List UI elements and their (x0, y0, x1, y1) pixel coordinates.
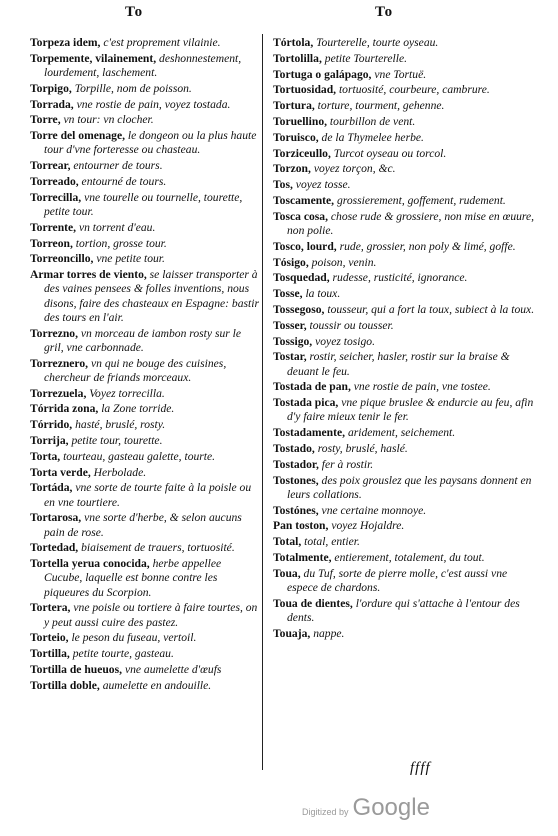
entry-definition: vn tour: vn clocher. (63, 113, 154, 127)
entry-definition: tourbillon de vent. (329, 114, 416, 128)
entry-headword: Pan toston, (273, 519, 329, 533)
entry-headword: Tortilla doble, (30, 678, 100, 692)
entry-definition: vne aumelette d'œufs (124, 662, 222, 676)
entry-headword: Torre, (30, 113, 61, 127)
dictionary-entry (30, 327, 262, 355)
entry-headword: Tosca cosa, (273, 209, 328, 223)
dictionary-entry (30, 113, 262, 127)
dictionary-entry (30, 175, 262, 189)
dictionary-entry (30, 82, 262, 96)
left-column (30, 36, 262, 695)
entry-headword: Toscamente, (273, 193, 335, 207)
entry-definition: voyez torçon, &c. (313, 162, 396, 176)
entry-definition: rudesse, rusticité, ignorance. (332, 271, 468, 285)
entry-headword: Tórrida zona, (30, 402, 99, 416)
entry-headword: Tosser, (273, 318, 307, 332)
dictionary-entry (30, 466, 262, 480)
entry-headword: Toruisco, (273, 130, 319, 144)
entry-headword: Torreon, (30, 236, 73, 250)
entry-definition: vne poisle ou tortiere à faire tourtes, on y peut aussi cuire des pastez. (44, 601, 258, 629)
entry-definition: entourné de tours. (81, 174, 167, 188)
entry-definition: chose rude & grossiere, non mise en œuure, non polie. (287, 209, 535, 237)
entry-definition: rostir, seicher, hasler, rostir sur la braise & deuant le feu. (287, 350, 510, 378)
entry-definition: nappe. (313, 626, 345, 640)
running-header-right: To (375, 4, 394, 20)
entry-definition: tortion, grosse tour. (75, 236, 167, 250)
dictionary-entry (30, 237, 262, 251)
entry-definition: hasté, bruslé, rosty. (75, 418, 166, 432)
google-logo: Google (352, 794, 430, 821)
entry-headword: Tortuga o galápago, (273, 67, 372, 81)
entry-headword: Torrezno, (30, 326, 78, 340)
entry-definition: toussir ou tousser. (309, 318, 394, 332)
entry-headword: Torrente, (30, 220, 77, 234)
entry-definition: voyez tosse. (295, 178, 351, 192)
entry-definition: vne petite tour. (96, 252, 165, 266)
dictionary-entry (30, 268, 262, 325)
entry-definition: petite tour, tourette. (71, 433, 163, 447)
dictionary-entry (30, 252, 262, 266)
entry-headword: Torreoncillo, (30, 252, 94, 266)
entry-definition: vn torrent d'eau. (78, 220, 156, 234)
entry-headword: Tortilla, (30, 647, 70, 661)
entry-definition: Torpille, nom de poisson. (74, 81, 192, 95)
dictionary-entry (273, 380, 539, 394)
entry-headword: Tostada de pan, (273, 380, 351, 394)
entry-headword: Tortuosidad, (273, 83, 337, 97)
entry-definition: entourner de tours. (73, 159, 163, 173)
entry-definition: de la Thymelee herbe. (321, 130, 424, 144)
entry-headword: Torrear, (30, 159, 71, 173)
dictionary-entry (273, 535, 539, 549)
entry-headword: Tostado, (273, 441, 315, 455)
entry-headword: Tos, (273, 178, 293, 192)
entry-definition: vne Tortuë. (374, 67, 427, 81)
entry-definition: rosty, bruslé, haslé. (317, 441, 408, 455)
entry-definition: aumelette en andouille. (102, 678, 212, 692)
entry-headword: Tostada pica, (273, 396, 339, 410)
dictionary-entry (30, 601, 262, 629)
entry-headword: Tortarosa, (30, 511, 82, 525)
entry-definition: aridement, seichement. (347, 426, 456, 440)
entry-definition: fer à rostir. (321, 457, 374, 471)
entry-definition: Voyez torrecilla. (89, 386, 165, 400)
dictionary-entry (273, 303, 539, 317)
dictionary-entry (273, 178, 539, 192)
entry-headword: Tósigo, (273, 255, 309, 269)
entry-headword: Tortella yerua conocida, (30, 557, 150, 571)
entry-headword: Tórtola, (273, 36, 314, 49)
entry-definition: Tourterelle, tourte oyseau. (316, 36, 439, 49)
entry-headword: Tortura, (273, 99, 315, 113)
column-divider (262, 34, 263, 770)
entry-headword: Torrada, (30, 97, 74, 111)
entry-headword: Torre del omenage, (30, 129, 125, 143)
dictionary-entry (30, 679, 262, 693)
entry-definition: le peson du fuseau, vertoil. (71, 631, 197, 645)
entry-definition: c'est proprement vilainie. (103, 36, 221, 49)
entry-definition: la Zone torride. (101, 402, 175, 416)
dictionary-entry (273, 426, 539, 440)
dictionary-entry (273, 210, 539, 238)
dictionary-entry (30, 511, 262, 539)
entry-definition: petite tourte, gasteau. (72, 647, 174, 661)
dictionary-entry (273, 627, 539, 641)
entry-headword: Tórrido, (30, 418, 73, 432)
entry-definition: vne tourelle ou tournelle, tourette, petite tour. (44, 190, 243, 218)
entry-definition: tousseur, qui a fort la toux, subiect à la toux. (327, 302, 535, 316)
entry-definition: se laisser transporter à des vaines pensees & folles inventions, nous disons, faire des chasteaux en Espagne: bastir des tours en l'air. (44, 268, 259, 324)
entry-headword: Torteio, (30, 631, 69, 645)
dictionary-entry (273, 271, 539, 285)
dictionary-entry (273, 256, 539, 270)
entry-headword: Armar torres de viento, (30, 268, 147, 282)
entry-headword: Torzon, (273, 162, 311, 176)
dictionary-entry (30, 402, 262, 416)
dictionary-entry (30, 98, 262, 112)
entry-definition: vne rostie de pain, voyez tostada. (76, 97, 231, 111)
dictionary-entry (30, 557, 262, 600)
dictionary-entry (273, 162, 539, 176)
dictionary-entry (30, 450, 262, 464)
dictionary-entry (30, 647, 262, 661)
entry-definition: la toux. (305, 287, 341, 301)
entry-headword: Torreado, (30, 174, 79, 188)
entry-headword: Tortera, (30, 601, 71, 615)
entry-definition: total, entier. (304, 535, 360, 549)
dictionary-entry (273, 458, 539, 472)
catchword: ffff (410, 760, 431, 776)
dictionary-entry (273, 551, 539, 565)
dictionary-entry (30, 418, 262, 432)
dictionary-entry (273, 567, 539, 595)
dictionary-entry (30, 357, 262, 385)
entry-headword: Tosquedad, (273, 271, 330, 285)
entry-headword: Toua, (273, 566, 301, 580)
dictionary-entry (30, 221, 262, 235)
entry-headword: Torpeza idem, (30, 36, 101, 49)
entry-definition: Turcot oyseau ou torcol. (333, 146, 447, 160)
entry-definition: entierement, totalement, du tout. (334, 550, 485, 564)
dictionary-entry (273, 83, 539, 97)
dictionary-entry (30, 387, 262, 401)
dictionary-entry (273, 504, 539, 518)
entry-headword: Torreznero, (30, 356, 89, 370)
dictionary-entry (30, 631, 262, 645)
dictionary-entry (273, 68, 539, 82)
dictionary-entry (30, 36, 262, 50)
dictionary-entry (273, 52, 539, 66)
entry-definition: rude, grossier, non poly & limé, goffe. (339, 239, 516, 253)
dictionary-entry (30, 481, 262, 509)
dictionary-entry (273, 194, 539, 208)
entry-definition: voyez Hojaldre. (331, 519, 405, 533)
entry-headword: Tostador, (273, 457, 319, 471)
entry-definition: grossierement, goffement, rudement. (336, 193, 506, 207)
entry-headword: Tostadamente, (273, 426, 346, 440)
entry-headword: Tortilla de hueuos, (30, 662, 123, 676)
right-column (273, 36, 539, 643)
dictionary-entry (273, 115, 539, 129)
dictionary-entry (273, 131, 539, 145)
dictionary-entry (273, 147, 539, 161)
entry-definition: biaisement de trauers, tortuosité. (81, 541, 235, 555)
entry-headword: Tortáda, (30, 481, 73, 495)
entry-headword: Tossigo, (273, 334, 313, 348)
dictionary-entry (273, 99, 539, 113)
entry-headword: Torta verde, (30, 465, 91, 479)
entry-definition: vne sorte d'herbe, & selon aucuns pain de rose. (44, 511, 242, 539)
entry-definition: petite Tourterelle. (324, 51, 407, 65)
entry-definition: Herbolade. (93, 465, 147, 479)
entry-headword: Tostones, (273, 473, 319, 487)
entry-headword: Torpigo, (30, 81, 72, 95)
dictionary-entry (273, 287, 539, 301)
dictionary-entry (273, 350, 539, 378)
entry-definition: du Tuf, sorte de pierre molle, c'est aussi vne espece de chardons. (287, 566, 508, 594)
entry-headword: Toua de dientes, (273, 596, 353, 610)
dictionary-entry (273, 474, 539, 502)
dictionary-entry (30, 663, 262, 677)
dictionary-entry (273, 335, 539, 349)
dictionary-entry (273, 36, 539, 50)
entry-headword: Touaja, (273, 626, 311, 640)
dictionary-entry (273, 519, 539, 533)
entry-headword: Tortolilla, (273, 51, 322, 65)
entry-definition: deshonnestement, lourdement, laschement. (44, 51, 242, 79)
dictionary-entry (30, 129, 262, 157)
entry-headword: Torta, (30, 449, 61, 463)
dictionary-entry (273, 319, 539, 333)
entry-definition: vn qui ne bouge des cuisines, chercheur de friands morceaux. (44, 356, 227, 384)
entry-definition: vne certaine monnoye. (321, 503, 427, 517)
dictionary-entry (30, 541, 262, 555)
dictionary-entry (30, 434, 262, 448)
entry-headword: Toruellino, (273, 114, 328, 128)
entry-headword: Torrija, (30, 433, 69, 447)
entry-headword: Torrezuela, (30, 386, 87, 400)
digitized-watermark (302, 794, 430, 822)
entry-headword: Tosse, (273, 287, 303, 301)
entry-headword: Torrecilla, (30, 190, 82, 204)
entry-headword: Tostónes, (273, 503, 319, 517)
entry-definition: le dongeon ou la plus haute tour d'vne forteresse ou chasteau. (44, 129, 257, 157)
entry-definition: herbe appellee Cucube, laquelle est bonne contre les piqueures du Scorpion. (44, 557, 222, 599)
entry-headword: Tossegoso, (273, 302, 325, 316)
dictionary-entry (273, 597, 539, 625)
dictionary-entry (273, 396, 539, 424)
entry-definition: poison, venin. (311, 255, 377, 269)
entry-definition: voyez tosigo. (315, 334, 375, 348)
dictionary-entry (273, 442, 539, 456)
watermark-prefix: Digitized by (302, 807, 349, 817)
entry-definition: torture, tourment, gehenne. (317, 99, 445, 113)
entry-definition: des poix grouslez que les paysans donnent en leurs collations. (287, 473, 532, 501)
entry-headword: Torziceullo, (273, 146, 331, 160)
entry-definition: vn morceau de iambon rosty sur le gril, vne carbonnade. (44, 326, 242, 354)
dictionary-entry (273, 240, 539, 254)
running-header-left: To (125, 4, 144, 20)
dictionary-entry (30, 159, 262, 173)
entry-definition: vne rostie de pain, vne tostee. (353, 380, 491, 394)
dictionary-entry (30, 191, 262, 219)
entry-headword: Tosco, lourd, (273, 239, 337, 253)
entry-headword: Total, (273, 535, 302, 549)
entry-definition: tortuosité, courbeure, cambrure. (338, 83, 490, 97)
entry-definition: tourteau, gasteau galette, tourte. (63, 449, 216, 463)
dictionary-entry (30, 52, 262, 80)
entry-definition: vne sorte de tourte faite à la poisle ou en vne tourtiere. (44, 481, 252, 509)
entry-headword: Tostar, (273, 350, 307, 364)
entry-definition: vne pique bruslee & endurcie au feu, afin d'y faire mieux tenir le fer. (287, 396, 534, 424)
entry-headword: Totalmente, (273, 550, 332, 564)
entry-headword: Torpemente, vilainement, (30, 51, 157, 65)
entry-headword: Tortedad, (30, 541, 79, 555)
entry-definition: l'ordure qui s'attache à l'entour des dents. (287, 596, 520, 624)
